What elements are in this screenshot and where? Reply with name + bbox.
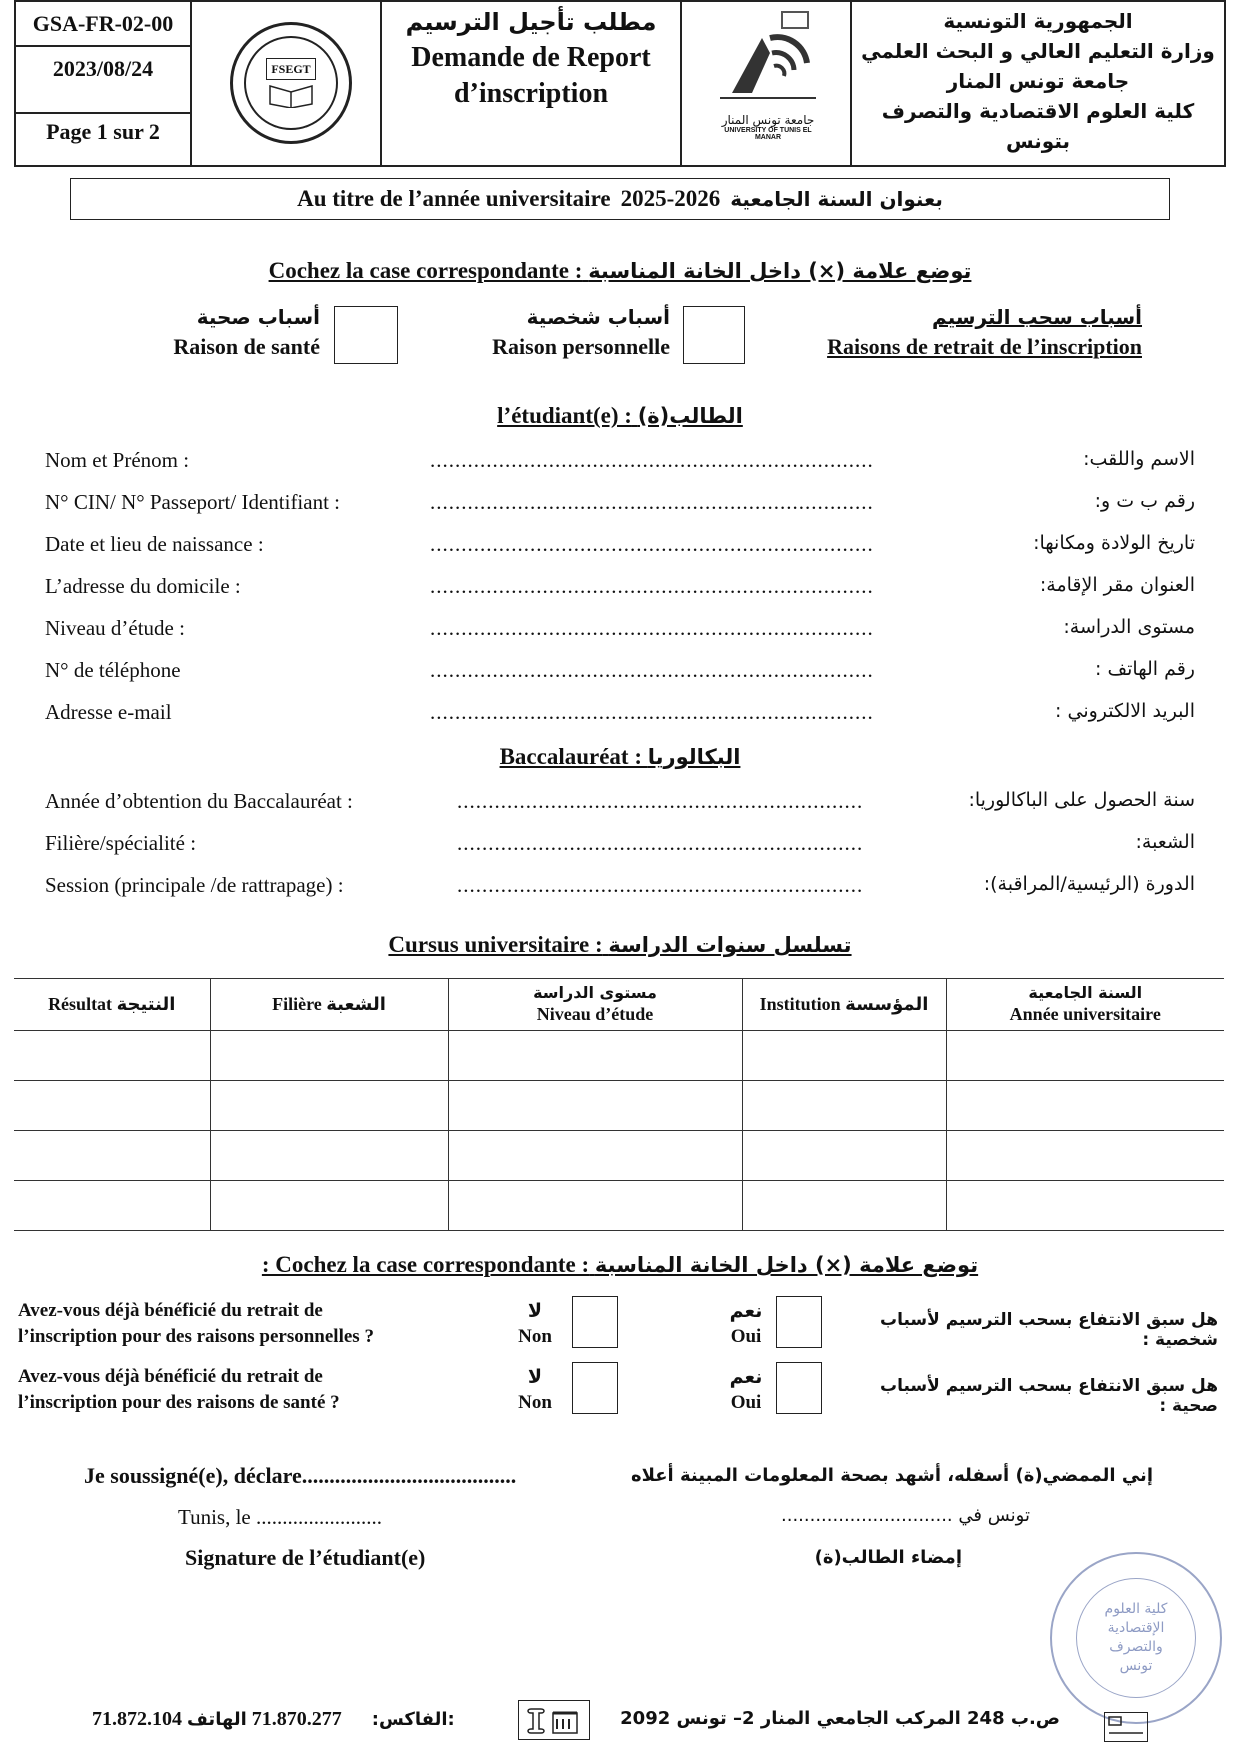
question-health-fr-line1: Avez-vous déjà bénéficié du retrait de xyxy=(18,1366,323,1387)
field-label-ar: مستوى الدراسة: xyxy=(1063,616,1195,638)
field-input-line[interactable]: ................................................................. xyxy=(457,873,864,897)
signature-label-fr: Signature de l’étudiant(e) xyxy=(185,1545,426,1570)
tunis-date-ar xyxy=(758,1505,1030,1526)
declaration-ar: إني الممضي(ة) أسفله، أشهد بصحة المعلومات المبينة أعلاه xyxy=(630,1465,1153,1486)
field-label-ar: الدورة (الرئيسية/المراقبة): xyxy=(983,873,1195,895)
field-label-fr: Niveau d’étude : xyxy=(45,616,185,640)
question-health-ar: هل سبق الانتفاع بسحب الترسيم لأسباب صحية : xyxy=(880,1376,1218,1416)
col-result-fr: Résultat xyxy=(48,993,113,1014)
field-row-address xyxy=(45,574,1195,604)
footer-phone-label: الهاتف: xyxy=(187,1709,455,1730)
cursus-table xyxy=(14,978,1224,1231)
no-label-fr: Non xyxy=(518,1326,552,1347)
field-label-fr: Date et lieu de naissance : xyxy=(45,532,264,556)
field-label-ar: رقم الهاتف : xyxy=(1095,658,1195,680)
withdrawal-reasons-ar: أسباب سحب الترسيم xyxy=(932,305,1142,329)
no-option-personal xyxy=(510,1298,560,1350)
no-label-ar: لا xyxy=(527,1366,543,1388)
table-row xyxy=(14,1031,1224,1081)
col-level xyxy=(448,979,742,1031)
field-label-fr: N° de téléphone xyxy=(45,658,181,682)
personal-reason-fr: Raison personnelle xyxy=(492,334,670,359)
utm-caption-fr: UNIVERSITY OF TUNIS EL MANAR xyxy=(724,127,812,141)
academic-year-banner xyxy=(70,178,1170,220)
official-stamp xyxy=(1050,1552,1222,1724)
field-label-ar: رقم ب ت و: xyxy=(1094,490,1195,512)
institution-line-university: جامعة تونس المنار xyxy=(946,69,1130,93)
table-cell[interactable] xyxy=(210,1131,448,1181)
question-personal-fr-line1: Avez-vous déjà bénéficié du retrait de xyxy=(18,1300,323,1321)
field-row-name xyxy=(45,448,1195,478)
table-cell[interactable] xyxy=(448,1081,742,1131)
field-row-bac-branch xyxy=(45,831,1195,861)
fsegt-book-icon xyxy=(266,80,316,108)
reasons-heading-ar: توضع علامة (×) داخل الخانة المناسبة xyxy=(588,259,972,283)
stamp-line-4: تونس xyxy=(1119,1658,1153,1674)
reasons-heading-fr: Cochez la case correspondante : xyxy=(268,258,583,283)
footer-phone-value: 71.870.277 xyxy=(251,1708,342,1730)
stamp-line-3: والتصرف xyxy=(1109,1639,1163,1655)
header-divider-3 xyxy=(680,0,682,167)
table-cell[interactable] xyxy=(946,1031,1224,1081)
year-banner-fr: Au titre de l’année universitaire xyxy=(297,186,611,211)
institution-line-ministry: وزارة التعليم العالي و البحث العلمي xyxy=(861,39,1215,63)
doc-code: GSA-FR-02-00 xyxy=(32,10,174,36)
health-yes-checkbox[interactable] xyxy=(776,1362,822,1414)
field-input-line[interactable]: ................................................................. xyxy=(457,831,864,855)
col-institution-fr: Institution xyxy=(759,993,841,1014)
tunis-date-fr-label: Tunis, le xyxy=(178,1505,251,1529)
institution-line-republic: الجمهورية التونسية xyxy=(943,9,1133,33)
table-row xyxy=(14,1131,1224,1181)
col-institution xyxy=(742,979,946,1031)
table-cell[interactable] xyxy=(946,1181,1224,1231)
personal-reason-ar: أسباب شخصية xyxy=(526,305,670,329)
table-cell[interactable] xyxy=(742,1181,946,1231)
previous-heading-ar: توضع علامة (×) داخل الخانة المناسبة xyxy=(594,1253,979,1277)
question-personal-fr-line2: l’inscription pour des raisons personnelles ? xyxy=(18,1326,374,1347)
col-level-fr: Niveau d’étude xyxy=(536,1004,654,1025)
health-reason-checkbox[interactable] xyxy=(334,306,398,364)
personal-no-checkbox[interactable] xyxy=(572,1296,618,1348)
bac-heading-fr: Baccalauréat : xyxy=(499,744,642,769)
yes-label-ar: نعم xyxy=(729,1366,763,1388)
table-row xyxy=(14,1181,1224,1231)
table-cell[interactable] xyxy=(742,1131,946,1181)
yes-label-fr: Oui xyxy=(730,1392,762,1413)
col-branch-ar: الشعبة xyxy=(326,993,386,1015)
tunis-date-ar-label: تونس في xyxy=(958,1505,1030,1526)
footer-fax-label: الفاكس: xyxy=(371,1709,448,1730)
field-label-fr: Année d’obtention du Baccalauréat : xyxy=(45,789,353,813)
header-bottom-border xyxy=(14,165,1226,167)
field-label-fr: Adresse e-mail xyxy=(45,700,172,724)
fsegt-logo-label: FSEGT xyxy=(266,58,316,80)
signature-label-ar: إمضاء الطالب(ة) xyxy=(814,1547,962,1568)
field-input-line[interactable]: ....................................................................... xyxy=(430,490,874,514)
field-label-fr: Filière/spécialité : xyxy=(45,831,197,855)
field-input-line[interactable]: ....................................................................... xyxy=(430,448,874,472)
field-input-line[interactable]: ....................................................................... xyxy=(430,658,874,682)
header-border-right xyxy=(1224,0,1226,167)
tunis-date-fr-line[interactable]: ........................ xyxy=(256,1505,383,1529)
field-input-line[interactable]: ................................................................. xyxy=(457,789,864,813)
field-input-line[interactable]: ....................................................................... xyxy=(430,700,874,724)
mailbox-icon xyxy=(1104,1712,1148,1742)
bac-heading-ar: البكالوريا xyxy=(647,745,741,769)
year-banner-years: 2025-2026 xyxy=(620,186,721,211)
field-row-bac-year xyxy=(45,789,1195,819)
health-no-checkbox[interactable] xyxy=(572,1362,618,1414)
field-input-line[interactable]: ....................................................................... xyxy=(430,532,874,556)
no-label-fr: Non xyxy=(518,1392,552,1413)
stamp-line-2: الإقتصادية xyxy=(1107,1620,1165,1636)
personal-yes-checkbox[interactable] xyxy=(776,1296,822,1348)
field-label-fr: Nom et Prénom : xyxy=(45,448,190,472)
table-cell[interactable] xyxy=(946,1081,1224,1131)
utm-logo xyxy=(712,8,824,158)
footer-fax-value: 71.872.104 xyxy=(92,1708,182,1730)
phone-fax-icon xyxy=(518,1700,590,1740)
table-cell[interactable] xyxy=(448,1131,742,1181)
col-year-ar: السنة الجامعية xyxy=(1028,983,1143,1003)
footer-address: ص.ب 248 المركب الجامعي المنار 2– تونس 2092 xyxy=(620,1708,1060,1729)
table-cell[interactable] xyxy=(210,1081,448,1131)
table-cell[interactable] xyxy=(448,1031,742,1081)
table-cell[interactable] xyxy=(210,1031,448,1081)
col-branch xyxy=(210,979,448,1031)
cursus-heading-ar: تسلسل سنوات الدراسة xyxy=(608,933,852,957)
institution-block xyxy=(852,6,1224,156)
utm-emblem-icon xyxy=(712,8,824,108)
col-result xyxy=(14,979,210,1031)
table-cell[interactable] xyxy=(14,1031,210,1081)
field-label-fr: N° CIN/ N° Passeport/ Identifiant : xyxy=(45,490,341,514)
student-heading-ar: الطالب(ة) xyxy=(637,404,743,428)
header-divider-1 xyxy=(190,0,192,167)
no-label-ar: لا xyxy=(527,1300,543,1322)
question-personal-fr xyxy=(18,1298,488,1350)
title-ar: مطلب تأجيل الترسيم xyxy=(405,8,657,36)
field-label-fr: L’adresse du domicile : xyxy=(45,574,241,598)
cursus-heading xyxy=(0,932,1240,958)
col-result-ar: النتيجة xyxy=(116,993,176,1015)
student-heading-fr: l’étudiant(e) : xyxy=(497,403,632,428)
col-level-ar: مستوى الدراسة xyxy=(533,983,657,1003)
table-cell[interactable] xyxy=(742,1031,946,1081)
field-row-id xyxy=(45,490,1195,520)
field-row-bac-session xyxy=(45,873,1195,903)
page-label: Page 1 sur 2 xyxy=(46,119,160,144)
previous-heading-fr: : Cochez la case correspondante : xyxy=(261,1252,590,1277)
table-cell[interactable] xyxy=(14,1131,210,1181)
field-row-phone xyxy=(45,658,1195,688)
field-label-ar: الاسم واللقب: xyxy=(1083,448,1195,470)
health-reason-fr: Raison de santé xyxy=(173,334,320,359)
yes-option-personal xyxy=(718,1298,774,1350)
table-cell[interactable] xyxy=(742,1081,946,1131)
title-fr-line2: d’inscription xyxy=(453,78,609,109)
tunis-date-fr xyxy=(178,1505,382,1530)
student-heading xyxy=(0,403,1240,429)
table-cell[interactable] xyxy=(14,1181,210,1231)
question-personal-ar: هل سبق الانتفاع بسحب الترسيم لأسباب شخصية : xyxy=(880,1310,1218,1350)
title-fr-line1: Demande de Report xyxy=(411,42,651,73)
field-input-line[interactable]: ....................................................................... xyxy=(430,616,874,640)
year-banner-ar: بعنوان السنة الجامعية xyxy=(730,187,943,211)
col-institution-ar: المؤسسة xyxy=(845,993,929,1015)
field-label-ar: العنوان مقر الإقامة: xyxy=(1039,574,1195,596)
field-label-ar: سنة الحصول على الباكالوريا: xyxy=(968,789,1195,811)
table-cell[interactable] xyxy=(14,1081,210,1131)
table-cell[interactable] xyxy=(946,1131,1224,1181)
col-year-fr: Année universitaire xyxy=(1009,1004,1161,1025)
cursus-header-row xyxy=(14,979,1224,1031)
yes-label-ar: نعم xyxy=(729,1300,763,1322)
field-input-line[interactable]: ....................................................................... xyxy=(430,574,874,598)
col-branch-fr: Filière xyxy=(272,993,322,1014)
utm-caption-ar: جامعة تونس المنار xyxy=(721,113,815,127)
no-option-health xyxy=(510,1364,560,1416)
question-health-fr xyxy=(18,1364,488,1416)
bac-heading xyxy=(0,744,1240,770)
field-row-email xyxy=(45,700,1195,730)
institution-line-faculty: كلية العلوم الاقتصادية والتصرف بتونس xyxy=(881,99,1195,153)
field-row-level xyxy=(45,616,1195,646)
yes-option-health xyxy=(718,1364,774,1416)
health-reason-ar: أسباب صحية xyxy=(196,305,320,329)
yes-label-fr: Oui xyxy=(730,1326,762,1347)
header-top-border xyxy=(14,0,1226,2)
field-row-birth xyxy=(45,532,1195,562)
table-row xyxy=(14,1081,1224,1131)
declaration-fill-line[interactable]: ....................................... xyxy=(301,1463,517,1488)
tunis-date-ar-line[interactable]: .............................. xyxy=(781,1505,953,1526)
field-label-fr: Session (principale /de rattrapage) : xyxy=(45,873,344,897)
declaration-fr xyxy=(84,1463,516,1489)
declaration-fr-text: Je soussigné(e), déclare xyxy=(84,1463,302,1488)
stamp-line-1: كلية العلوم xyxy=(1104,1601,1168,1617)
field-label-ar: الشعبة: xyxy=(1135,831,1195,853)
withdrawal-reasons-fr: Raisons de retrait de l’inscription xyxy=(827,334,1142,359)
col-year xyxy=(946,979,1224,1031)
question-health-fr-line2: l’inscription pour des raisons de santé ? xyxy=(18,1392,340,1413)
field-label-ar: البريد الالكتروني : xyxy=(1055,700,1195,722)
table-cell[interactable] xyxy=(210,1181,448,1231)
doc-date: 2023/08/24 xyxy=(52,55,154,81)
previous-heading xyxy=(0,1252,1240,1278)
fsegt-logo xyxy=(230,22,352,144)
cursus-heading-fr: Cursus universitaire : xyxy=(388,932,603,957)
table-cell[interactable] xyxy=(448,1181,742,1231)
personal-reason-checkbox[interactable] xyxy=(683,306,745,364)
field-label-ar: تاريخ الولادة ومكانها: xyxy=(1033,532,1195,554)
footer-contacts xyxy=(92,1708,455,1731)
reasons-heading xyxy=(0,258,1240,284)
